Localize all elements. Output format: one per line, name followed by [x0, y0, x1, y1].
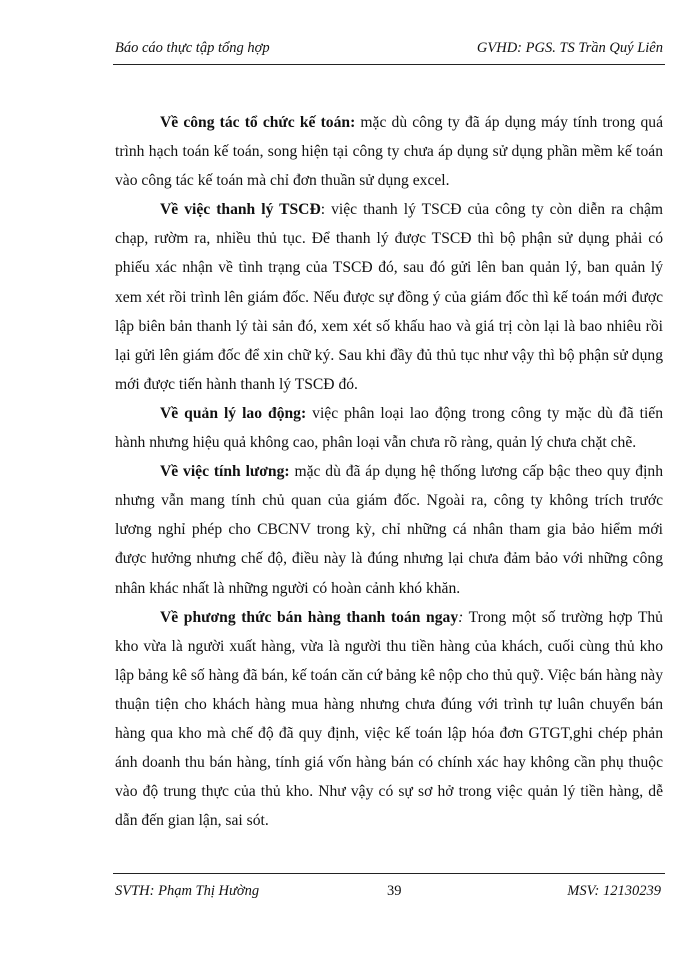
header-divider — [113, 64, 665, 65]
supervisor: GVHD: PGS. TS Trần Quý Liên — [476, 40, 663, 56]
paragraph-heading: Về công tác tổ chức kế toán — [160, 114, 351, 131]
paragraph-text: mặc dù công ty đã áp dụng máy tính trong quá trình hạch toán kế toán, song hiện tại công ty chưa áp dụng sử dụng phần mềm kế toán vào công tác kế toán mà chỉ đơn thuần sử dụng excel. — [115, 114, 663, 190]
page-number: 39 — [387, 883, 402, 899]
paragraph-salary-calculation — [115, 457, 663, 602]
report-title: Báo cáo thực tập tổng hợp — [115, 40, 270, 56]
paragraph-heading: Về việc tính lương — [160, 463, 285, 481]
footer-divider — [113, 873, 665, 874]
paragraph-colon: : — [284, 463, 290, 481]
paragraph-heading: Về phương thức bán hàng thanh toán ngay — [160, 608, 459, 626]
paragraph-colon: : — [458, 608, 464, 626]
paragraph-labor-management — [115, 399, 663, 457]
document-body — [115, 108, 663, 835]
paragraph-text: việc phân loại lao động trong công ty mặc dù đã tiến hành nhưng hiệu quả không cao, phân loại vẫn chưa rõ ràng, quản lý chưa chặt chẽ. — [115, 404, 663, 452]
paragraph-accounting-organization — [115, 108, 663, 195]
student-id: MSV: 12130239 — [567, 883, 661, 899]
paragraph-heading: Về quản lý lao động — [160, 404, 301, 422]
paragraph-text: mặc dù đã áp dụng hệ thống lương cấp bậc theo quy định nhưng vẫn mang tính chủ quan của giám đốc. Ngoài ra, công ty không trích trước lương nghỉ phép cho CBCNV trong kỳ, chỉ những cá nhân tham gia bảo hiểm mới được hưởng nhưng chế độ, điều này là đúng nhưng lại chưa đảm bảo với những công nhân khác nhất là những người có hoàn cảnh khó khăn. — [115, 463, 663, 597]
page-header — [115, 40, 663, 57]
student-name: SVTH: Phạm Thị Hường — [115, 883, 260, 899]
paragraph-asset-liquidation — [115, 195, 663, 399]
paragraph-text: Trong một số trường hợp Thủ kho vừa là người xuất hàng, vừa là người thu tiền hàng của khách, cuối cùng thủ kho lập bảng kê số hàng đã bán, kế toán căn cứ bảng kê nộp cho thủ quỹ. Việc bán hàng này thuận tiện cho khách hàng mua hàng nhưng chưa đúng với trình tự luân chuyển bán hàng qua kho mà chế độ đã quy định, việc kế toán lập hóa đơn GTGT,ghi chép phản ánh doanh thu bán hàng, tính giá vốn hàng bán có chính xác hay không cần phụ thuộc vào độ trung thực của thủ kho. Như vậy có sự sơ hở trong việc quản lý tiền hàng, dễ dẫn đến gian lận, sai sót. — [115, 608, 663, 830]
paragraph-colon: : — [320, 201, 326, 219]
paragraph-colon: : — [300, 404, 307, 422]
paragraph-text: việc thanh lý TSCĐ của công ty còn diễn ra chậm chạp, rườm ra, nhiều thủ tục. Để thanh lý được TSCĐ thì bộ phận sử dụng phải có phiếu xác nhận về tình trạng của TSCĐ đó, sau đó gửi lên ban quản lý, ban quản lý xem xét rồi trình lên giám đốc. Nếu được sự đồng ý của giám đốc thì kế toán mới được lập biên bản thanh lý tài sản đó, xem xét số khấu hao và giá trị còn lại là bao nhiêu rồi lại gửi lên giám đốc để xin chữ ký. Sau khi đầy đủ thủ tục như vậy thì bộ phận sử dụng mới được tiến hành thanh lý TSCĐ đó. — [115, 201, 663, 393]
paragraph-colon: : — [350, 114, 356, 131]
paragraph-cash-sales — [115, 603, 663, 836]
paragraph-heading: Về việc thanh lý TSCĐ — [160, 201, 321, 219]
